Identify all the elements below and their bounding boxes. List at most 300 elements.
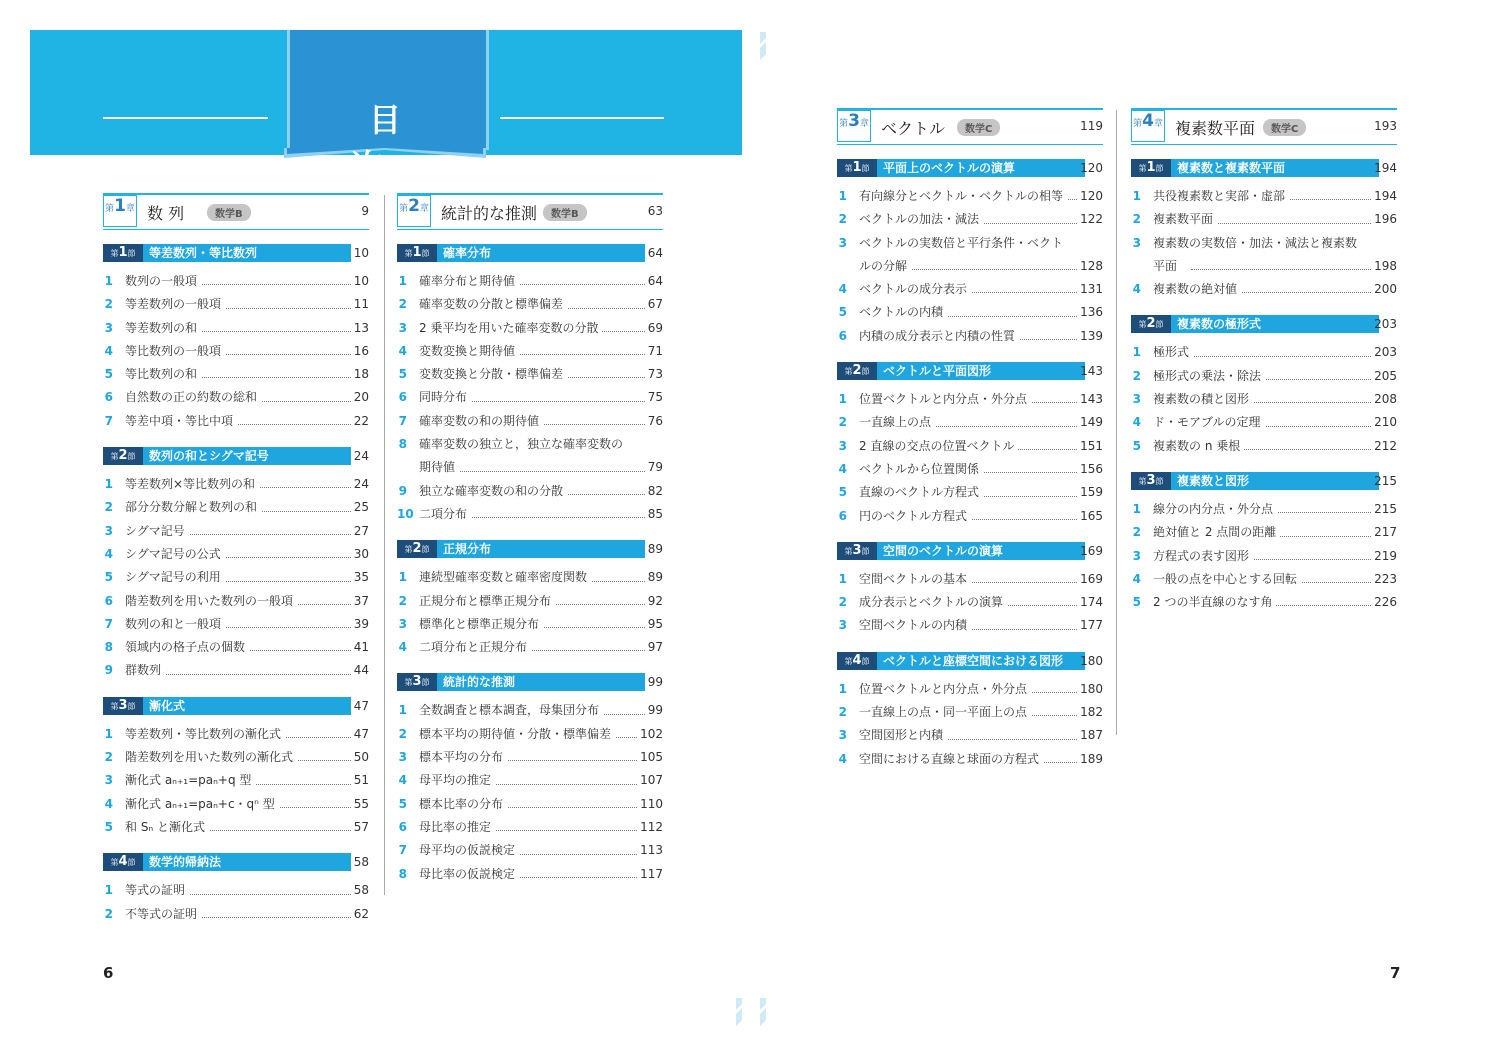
item-page: 210 (1371, 411, 1397, 434)
toc-item[interactable] (837, 388, 1103, 411)
toc-item[interactable] (837, 724, 1103, 747)
item-title: ベクトルの内積 (859, 305, 947, 319)
subject-badge: 数学C (957, 119, 1000, 136)
item-number: 2 (398, 297, 407, 312)
chapter-number: 3 (848, 111, 860, 131)
toc-item[interactable] (1131, 591, 1397, 614)
item-number: 5 (104, 819, 113, 834)
toc-item[interactable] (103, 386, 369, 409)
toc-item[interactable] (103, 769, 369, 792)
toc-item[interactable] (397, 613, 663, 636)
section-number: 3 (1146, 472, 1156, 488)
item-page: 189 (1077, 748, 1103, 771)
chapter-title: 統計的な推測 (441, 204, 538, 223)
item-page: 198 (1371, 255, 1397, 278)
item-list (1131, 498, 1397, 614)
chapter-header[interactable] (837, 108, 1103, 145)
section-number: 2 (412, 541, 422, 557)
section-badge-prefix: 第 (404, 249, 413, 258)
item-title: ベクトルから位置関係 (859, 462, 983, 476)
item-list (397, 270, 663, 526)
item-page: 82 (645, 480, 663, 503)
section-header[interactable] (1131, 315, 1397, 333)
item-page: 37 (351, 590, 369, 613)
toc-item[interactable] (837, 481, 1103, 504)
item-number: 3 (398, 320, 407, 335)
item-page: 71 (645, 340, 663, 363)
item-title: 共役複素数と実部・虚部 (1153, 189, 1289, 203)
section-badge-prefix: 第 (110, 249, 119, 258)
toc-item[interactable] (837, 505, 1103, 528)
toc-item[interactable] (837, 568, 1103, 591)
section-number: 3 (118, 697, 128, 713)
toc-item[interactable] (837, 701, 1103, 724)
toc-item[interactable] (397, 293, 663, 316)
toc-item[interactable] (397, 410, 663, 433)
toc-item[interactable] (397, 386, 663, 409)
item-title: 位置ベクトルと内分点・外分点 (859, 682, 1031, 696)
item-page: 97 (645, 636, 663, 659)
section-header[interactable] (397, 540, 663, 558)
section-badge-suffix: 節 (861, 656, 870, 666)
toc-item[interactable] (1131, 435, 1397, 458)
item-page: 69 (645, 317, 663, 340)
item-page: 194 (1371, 185, 1397, 208)
section-header[interactable] (837, 362, 1103, 380)
item-page: 50 (351, 746, 369, 769)
item-page: 128 (1077, 255, 1103, 278)
section-badge-suffix: 節 (421, 249, 430, 258)
toc-item[interactable] (1131, 568, 1397, 591)
section-header[interactable] (837, 159, 1103, 177)
item-number: 2 (838, 705, 847, 720)
section-badge (103, 853, 143, 871)
item-number: 2 (1132, 525, 1141, 540)
item-list (397, 699, 663, 885)
item-page: 165 (1077, 505, 1103, 528)
item-number: 5 (838, 305, 847, 320)
item-number: 6 (104, 593, 113, 608)
toc-item[interactable] (397, 863, 663, 886)
item-page: 95 (645, 613, 663, 636)
item-number: 6 (398, 819, 407, 834)
item-number: 2 (398, 726, 407, 741)
toc-item[interactable] (103, 793, 369, 816)
binding-mark-top (758, 32, 768, 62)
item-title: 漸化式 aₙ₊₁=paₙ+q 型 (125, 773, 255, 787)
page-title: 目 次 (350, 101, 437, 185)
section-header[interactable] (397, 673, 663, 691)
section-badge-suffix: 節 (127, 249, 136, 258)
item-title: 等差数列・等比数列の漸化式 (125, 727, 285, 741)
section-badge-suffix: 節 (861, 546, 870, 556)
item-title: 母平均の仮説検定 (419, 843, 519, 857)
section-badge (1131, 315, 1171, 333)
section-title: ベクトルと座標空間における図形 (877, 652, 1085, 670)
toc-item[interactable] (397, 839, 663, 862)
item-title: 標本比率の分布 (419, 797, 507, 811)
item-title: 確率変数の和の期待値 (419, 414, 543, 428)
toc-item[interactable] (397, 723, 663, 746)
toc-item[interactable] (397, 340, 663, 363)
section-badge (837, 542, 877, 560)
item-title: 円のベクトル方程式 (859, 509, 971, 523)
item-title: 独立な確率変数の和の分散 (419, 484, 567, 498)
item-list (1131, 185, 1397, 301)
toc-item[interactable] (103, 410, 369, 433)
item-page: 223 (1371, 568, 1397, 591)
section-page: 24 (353, 449, 369, 464)
toc-item[interactable] (837, 301, 1103, 324)
toc-item[interactable] (1131, 232, 1397, 279)
toc-item[interactable] (837, 325, 1103, 348)
section-page: 215 (1374, 473, 1397, 488)
toc-item[interactable] (837, 614, 1103, 637)
section-badge-suffix: 節 (421, 678, 430, 688)
toc-item[interactable] (837, 458, 1103, 481)
section-header[interactable] (103, 244, 369, 262)
item-title: 二項分布と正規分布 (419, 640, 531, 654)
item-number: 8 (398, 437, 407, 452)
item-page: 205 (1371, 365, 1397, 388)
item-page: 151 (1077, 435, 1103, 458)
item-number: 4 (1132, 571, 1141, 586)
section-number: 3 (412, 674, 422, 690)
toc-item[interactable] (397, 480, 663, 503)
item-title: 複素数の絶対値 (1153, 282, 1241, 296)
item-number: 9 (398, 483, 407, 498)
item-page: 75 (645, 386, 663, 409)
section-badge (1131, 159, 1171, 177)
item-number: 5 (1132, 595, 1141, 610)
toc-item[interactable] (1131, 185, 1397, 208)
section-title: 平面上のベクトルの演算 (877, 159, 1085, 177)
item-number: 1 (104, 883, 113, 898)
toc-item[interactable] (103, 543, 369, 566)
section-badge-suffix: 節 (1155, 320, 1164, 330)
item-number: 7 (104, 413, 113, 428)
item-title: 母比率の推定 (419, 820, 495, 834)
item-list (837, 568, 1103, 638)
item-page: 177 (1077, 614, 1103, 637)
toc-item[interactable] (837, 208, 1103, 231)
item-title: 和 Sₙ と漸化式 (125, 820, 209, 834)
toc-item[interactable] (397, 590, 663, 613)
section-badge (103, 447, 143, 465)
toc-item[interactable] (837, 591, 1103, 614)
item-title: 等式の証明 (125, 883, 189, 897)
section-number: 3 (852, 542, 862, 558)
item-title: 等比数列の和 (125, 367, 201, 381)
section-title: 等差数列・等比数列 (143, 244, 351, 262)
item-title: 空間ベクトルの基本 (859, 572, 971, 586)
toc-item[interactable] (837, 185, 1103, 208)
item-number: 1 (398, 703, 407, 718)
toc-item[interactable] (103, 340, 369, 363)
item-list (837, 678, 1103, 771)
chapter-badge-suffix: 章 (1153, 119, 1163, 129)
item-title: シグマ記号 (125, 524, 189, 538)
item-number: 4 (838, 751, 847, 766)
section-title: ベクトルと平面図形 (877, 362, 1085, 380)
chapter-badge-prefix: 第 (399, 204, 409, 214)
section-badge-suffix: 節 (861, 164, 870, 173)
section-title: 空間のベクトルの演算 (877, 542, 1085, 560)
item-page: 117 (637, 863, 663, 886)
item-number: 4 (838, 282, 847, 297)
page-number-right: 7 (1390, 964, 1401, 982)
item-list (103, 270, 369, 433)
item-number: 2 (838, 415, 847, 430)
item-number: 3 (838, 728, 847, 743)
item-page: 55 (351, 793, 369, 816)
toc-item[interactable] (837, 232, 1103, 279)
item-title: 階差数列を用いた数列の一般項 (125, 594, 297, 608)
toc-item[interactable] (397, 270, 663, 293)
item-page: 89 (645, 566, 663, 589)
toc-item[interactable] (103, 473, 369, 496)
toc-item[interactable] (103, 659, 369, 682)
section-badge-prefix: 第 (844, 164, 853, 173)
toc-item[interactable] (837, 411, 1103, 434)
item-number: 6 (104, 390, 113, 405)
item-number: 8 (398, 866, 407, 881)
item-title: 標本平均の期待値・分散・標準偏差 (419, 727, 615, 741)
item-page: 57 (351, 816, 369, 839)
toc-item[interactable] (103, 363, 369, 386)
item-title: 数列の一般項 (125, 274, 201, 288)
toc-item[interactable] (1131, 411, 1397, 434)
item-title: ベクトルの加法・減法 (859, 212, 983, 226)
section-number: 1 (852, 160, 862, 175)
section-badge (837, 652, 877, 670)
toc-item[interactable] (837, 748, 1103, 771)
toc-item[interactable] (837, 435, 1103, 458)
section-number: 4 (118, 854, 128, 870)
item-title: 変数変換と分散・標準偏差 (419, 367, 567, 381)
item-page: 203 (1371, 341, 1397, 364)
leader-dots (897, 269, 1085, 270)
chapter-number: 2 (408, 196, 420, 216)
section-title: 数学的帰納法 (143, 853, 351, 871)
section-title: 統計的な推測 (437, 673, 645, 691)
item-number: 9 (104, 663, 113, 678)
section-badge-prefix: 第 (110, 858, 119, 868)
section-header[interactable] (103, 447, 369, 465)
toc-item[interactable] (397, 793, 663, 816)
item-title: 母比率の仮説検定 (419, 867, 519, 881)
item-number: 7 (398, 413, 407, 428)
item-page: 67 (645, 293, 663, 316)
chapter-badge (837, 110, 871, 142)
toc-item[interactable] (103, 566, 369, 589)
toc-item[interactable] (103, 496, 369, 519)
item-page: 212 (1371, 435, 1397, 458)
section-page: 180 (1080, 653, 1103, 668)
toc-item[interactable] (103, 636, 369, 659)
toc-item[interactable] (397, 636, 663, 659)
section-number: 2 (852, 363, 862, 379)
chapter-number: 4 (1142, 111, 1154, 131)
item-page: 219 (1371, 545, 1397, 568)
toc-item[interactable] (1131, 208, 1397, 231)
toc-item[interactable] (397, 769, 663, 792)
toc-item[interactable] (103, 879, 369, 902)
chapter-badge-suffix: 章 (419, 204, 429, 214)
item-number: 4 (398, 640, 407, 655)
item-number: 3 (1132, 392, 1141, 407)
toc-item[interactable] (103, 903, 369, 926)
section-number: 2 (118, 448, 128, 464)
section-number: 1 (1146, 160, 1156, 175)
toc-item[interactable] (397, 816, 663, 839)
item-title: 2 直線の交点の位置ベクトル (859, 439, 1018, 453)
item-page: 11 (351, 293, 369, 316)
item-list (1131, 341, 1397, 457)
toc-item[interactable] (1131, 341, 1397, 364)
section-number: 1 (412, 245, 422, 260)
item-number: 1 (1132, 501, 1141, 516)
section-header[interactable] (103, 697, 369, 715)
section-header[interactable] (103, 853, 369, 871)
section-header[interactable] (397, 244, 663, 262)
chapter-badge-prefix: 第 (105, 204, 115, 214)
chapter-title: ベクトル (881, 119, 946, 138)
item-page: 20 (351, 386, 369, 409)
toc-item[interactable] (1131, 521, 1397, 544)
item-page: 143 (1077, 388, 1103, 411)
item-page: 200 (1371, 278, 1397, 301)
chapter-header[interactable] (397, 193, 663, 230)
item-number: 5 (104, 367, 113, 382)
toc-item[interactable] (103, 723, 369, 746)
toc-item[interactable] (103, 317, 369, 340)
section-badge-prefix: 第 (1138, 164, 1147, 173)
subject-badge: 数学C (1263, 119, 1306, 136)
item-title: 一般の点を中心とする回転 (1153, 572, 1301, 586)
toc-item[interactable] (1131, 498, 1397, 521)
subject-badge: 数学B (207, 204, 251, 221)
leader-dots (1191, 269, 1379, 270)
item-title: 同時分布 (419, 390, 471, 404)
toc-item[interactable] (397, 566, 663, 589)
item-title: 内積の成分表示と内積の性質 (859, 329, 1019, 343)
item-title: 部分分数分解と数列の和 (125, 500, 261, 514)
item-number: 8 (104, 640, 113, 655)
toc-item[interactable] (397, 433, 663, 480)
item-title-continued: 期待値 (419, 456, 459, 479)
item-page: 112 (637, 816, 663, 839)
item-number: 2 (104, 500, 113, 515)
toc-item[interactable] (397, 746, 663, 769)
toc-item[interactable] (103, 590, 369, 613)
item-page: 156 (1077, 458, 1103, 481)
toc-item[interactable] (397, 699, 663, 722)
toc-item[interactable] (103, 816, 369, 839)
item-title: 領域内の格子点の個数 (125, 640, 249, 654)
toc-item[interactable] (103, 293, 369, 316)
item-title: 自然数の正の約数の総和 (125, 390, 261, 404)
section-page: 203 (1374, 317, 1397, 332)
toc-item[interactable] (837, 678, 1103, 701)
item-number: 6 (398, 390, 407, 405)
banner-line-right (500, 117, 664, 119)
item-title-continued: 平面 (1153, 255, 1181, 278)
item-title: 空間ベクトルの内積 (859, 618, 971, 632)
item-title: 一直線上の点・同一平面上の点 (859, 705, 1031, 719)
toc-item[interactable] (103, 613, 369, 636)
chapter-badge-suffix: 章 (859, 119, 869, 129)
toc-item[interactable] (837, 278, 1103, 301)
item-page: 44 (351, 659, 369, 682)
chapter-page: 119 (1080, 119, 1103, 133)
section-header[interactable] (837, 542, 1103, 560)
section-header[interactable] (1131, 159, 1397, 177)
section-badge-suffix: 節 (421, 545, 430, 555)
item-page: 18 (351, 363, 369, 386)
toc-item[interactable] (397, 363, 663, 386)
chapter-badge-prefix: 第 (1133, 119, 1143, 129)
section-badge-suffix: 節 (127, 701, 136, 711)
section-title: 正規分布 (437, 540, 645, 558)
toc-item[interactable] (1131, 545, 1397, 568)
toc-item[interactable] (397, 317, 663, 340)
chapter-header[interactable] (103, 193, 369, 230)
section-badge (397, 540, 437, 558)
toc-item[interactable] (1131, 388, 1397, 411)
item-title: 方程式の表す図形 (1153, 549, 1253, 563)
section-title: 複素数の極形式 (1171, 315, 1379, 333)
toc-column-3 (837, 108, 1103, 771)
item-title: ベクトルの実数倍と平行条件・ベクト (859, 236, 1067, 250)
item-page: 139 (1077, 325, 1103, 348)
item-title: 二項分布 (419, 507, 471, 521)
section-title: 複素数と複素数平面 (1171, 159, 1379, 177)
toc-item[interactable] (103, 746, 369, 769)
chapter-number: 1 (114, 196, 126, 216)
item-number: 5 (398, 796, 407, 811)
item-number: 3 (838, 235, 847, 250)
item-title: 複素数の n 乗根 (1153, 439, 1244, 453)
item-page: 217 (1371, 521, 1397, 544)
toc-item[interactable] (103, 520, 369, 543)
section-badge (103, 697, 143, 715)
chapter-header[interactable] (1131, 108, 1397, 145)
toc-item[interactable] (397, 503, 663, 526)
toc-item[interactable] (103, 270, 369, 293)
item-number: 4 (1132, 282, 1141, 297)
item-page: 92 (645, 590, 663, 613)
item-page: 113 (637, 839, 663, 862)
item-title: 漸化式 aₙ₊₁=paₙ+c・qⁿ 型 (125, 797, 279, 811)
section-badge-prefix: 第 (404, 545, 413, 555)
toc-item[interactable] (1131, 278, 1397, 301)
item-page: 215 (1371, 498, 1397, 521)
item-page: 64 (645, 270, 663, 293)
item-title: 群数列 (125, 663, 165, 677)
item-number: 5 (398, 367, 407, 382)
item-page: 47 (351, 723, 369, 746)
item-list (837, 388, 1103, 528)
section-header[interactable] (1131, 472, 1397, 490)
section-header[interactable] (837, 652, 1103, 670)
toc-column-2 (397, 193, 663, 886)
section-badge-prefix: 第 (844, 367, 853, 377)
item-title: 階差数列を用いた数列の漸化式 (125, 750, 297, 764)
section-page: 194 (1374, 161, 1397, 175)
toc-item[interactable] (1131, 365, 1397, 388)
toc-column-4 (1131, 108, 1397, 614)
